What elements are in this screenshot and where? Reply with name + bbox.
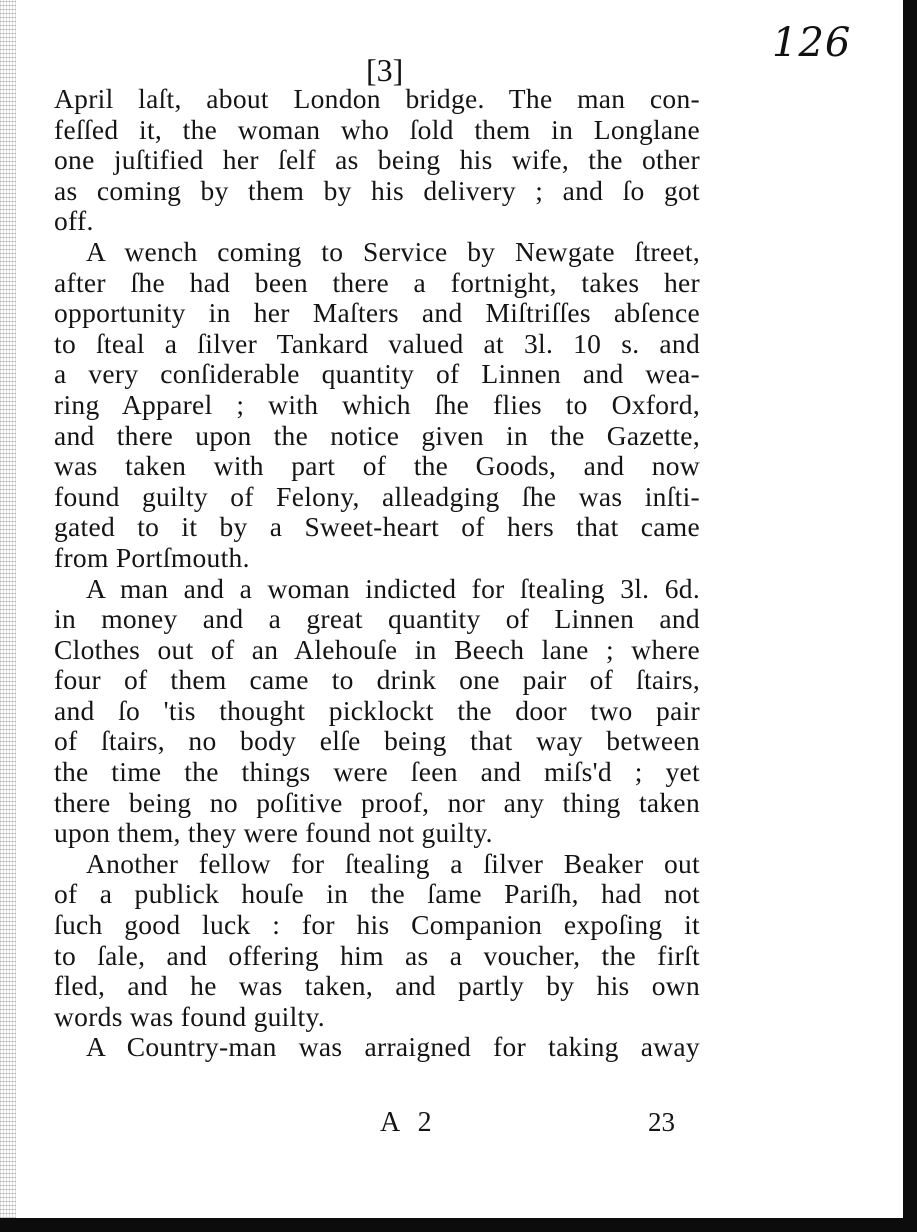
text-line: to ſale, and offering him as a voucher, the firſt: [54, 939, 700, 971]
text-line: of a publick houſe in the ſame Pariſh, had not: [54, 878, 700, 910]
text-line: of ſtairs, no body elſe being that way between: [54, 725, 700, 757]
text-line: A wench coming to Service by Newgate ſtreet,: [86, 235, 700, 267]
text-line: ſuch good luck : for his Companion expoſing it: [54, 909, 700, 941]
text-line: gated to it by a Sweet-heart of hers that came: [54, 511, 700, 543]
body-text: [54, 84, 700, 1063]
text-line: one juſtified her ſelf as being his wife, the other: [54, 144, 700, 176]
text-line: off.: [54, 205, 94, 237]
text-line: and there upon the notice given in the Gazette,: [54, 419, 700, 451]
catchword: 23: [648, 1107, 675, 1137]
text-line: ring Apparel ; with which ſhe flies to Oxford,: [54, 388, 700, 420]
text-line: four of them came to drink one pair of ſtairs,: [54, 664, 700, 696]
scan-right-border: [903, 0, 917, 1232]
text-line: after ſhe had been there a fortnight, takes her: [54, 266, 700, 298]
text-line: Another fellow for ſtealing a ſilver Beaker out: [86, 847, 700, 879]
text-line: feſſed it, the woman who ſold them in Longlane: [54, 113, 700, 145]
scan-left-gutter: [0, 0, 16, 1218]
text-line: from Portſmouth.: [54, 541, 250, 573]
text-line: to ſteal a ſilver Tankard valued at 3l. 10 s. and: [54, 327, 700, 359]
text-line: as coming by them by his delivery ; and ſo got: [54, 174, 700, 206]
text-line: opportunity in her Maſters and Miſtriſſes abſence: [54, 297, 700, 329]
text-line: upon them, they were found not guilty.: [54, 817, 493, 849]
text-line: the time the things were ſeen and miſs'd ; yet: [54, 756, 700, 788]
scan-bottom-border: [0, 1218, 917, 1232]
text-line: A man and a woman indicted for ſtealing 3l. 6d.: [86, 572, 700, 604]
text-line: a very conſiderable quantity of Linnen and wea-: [54, 358, 700, 390]
signature-mark: A 2: [380, 1107, 438, 1138]
text-line: found guilty of Felony, alleadging ſhe was inſti-: [54, 480, 700, 512]
handwritten-folio-number: 126: [772, 20, 852, 66]
text-line: and ſo 'tis thought picklockt the door two pair: [54, 694, 700, 726]
page-number: [3]: [366, 52, 404, 88]
text-line: A Country-man was arraigned for taking away: [86, 1031, 700, 1063]
text-line: April laſt, about London bridge. The man con-: [54, 83, 700, 114]
text-line: words was found guilty.: [54, 1000, 325, 1032]
text-line: Clothes out of an Alehouſe in Beech lane ; where: [54, 633, 700, 665]
text-line: fled, and he was taken, and partly by his own: [54, 970, 700, 1002]
text-line: was taken with part of the Goods, and now: [54, 450, 700, 482]
text-line: there being no poſitive proof, nor any thing taken: [54, 786, 700, 818]
text-line: in money and a great quantity of Linnen and: [54, 603, 700, 635]
